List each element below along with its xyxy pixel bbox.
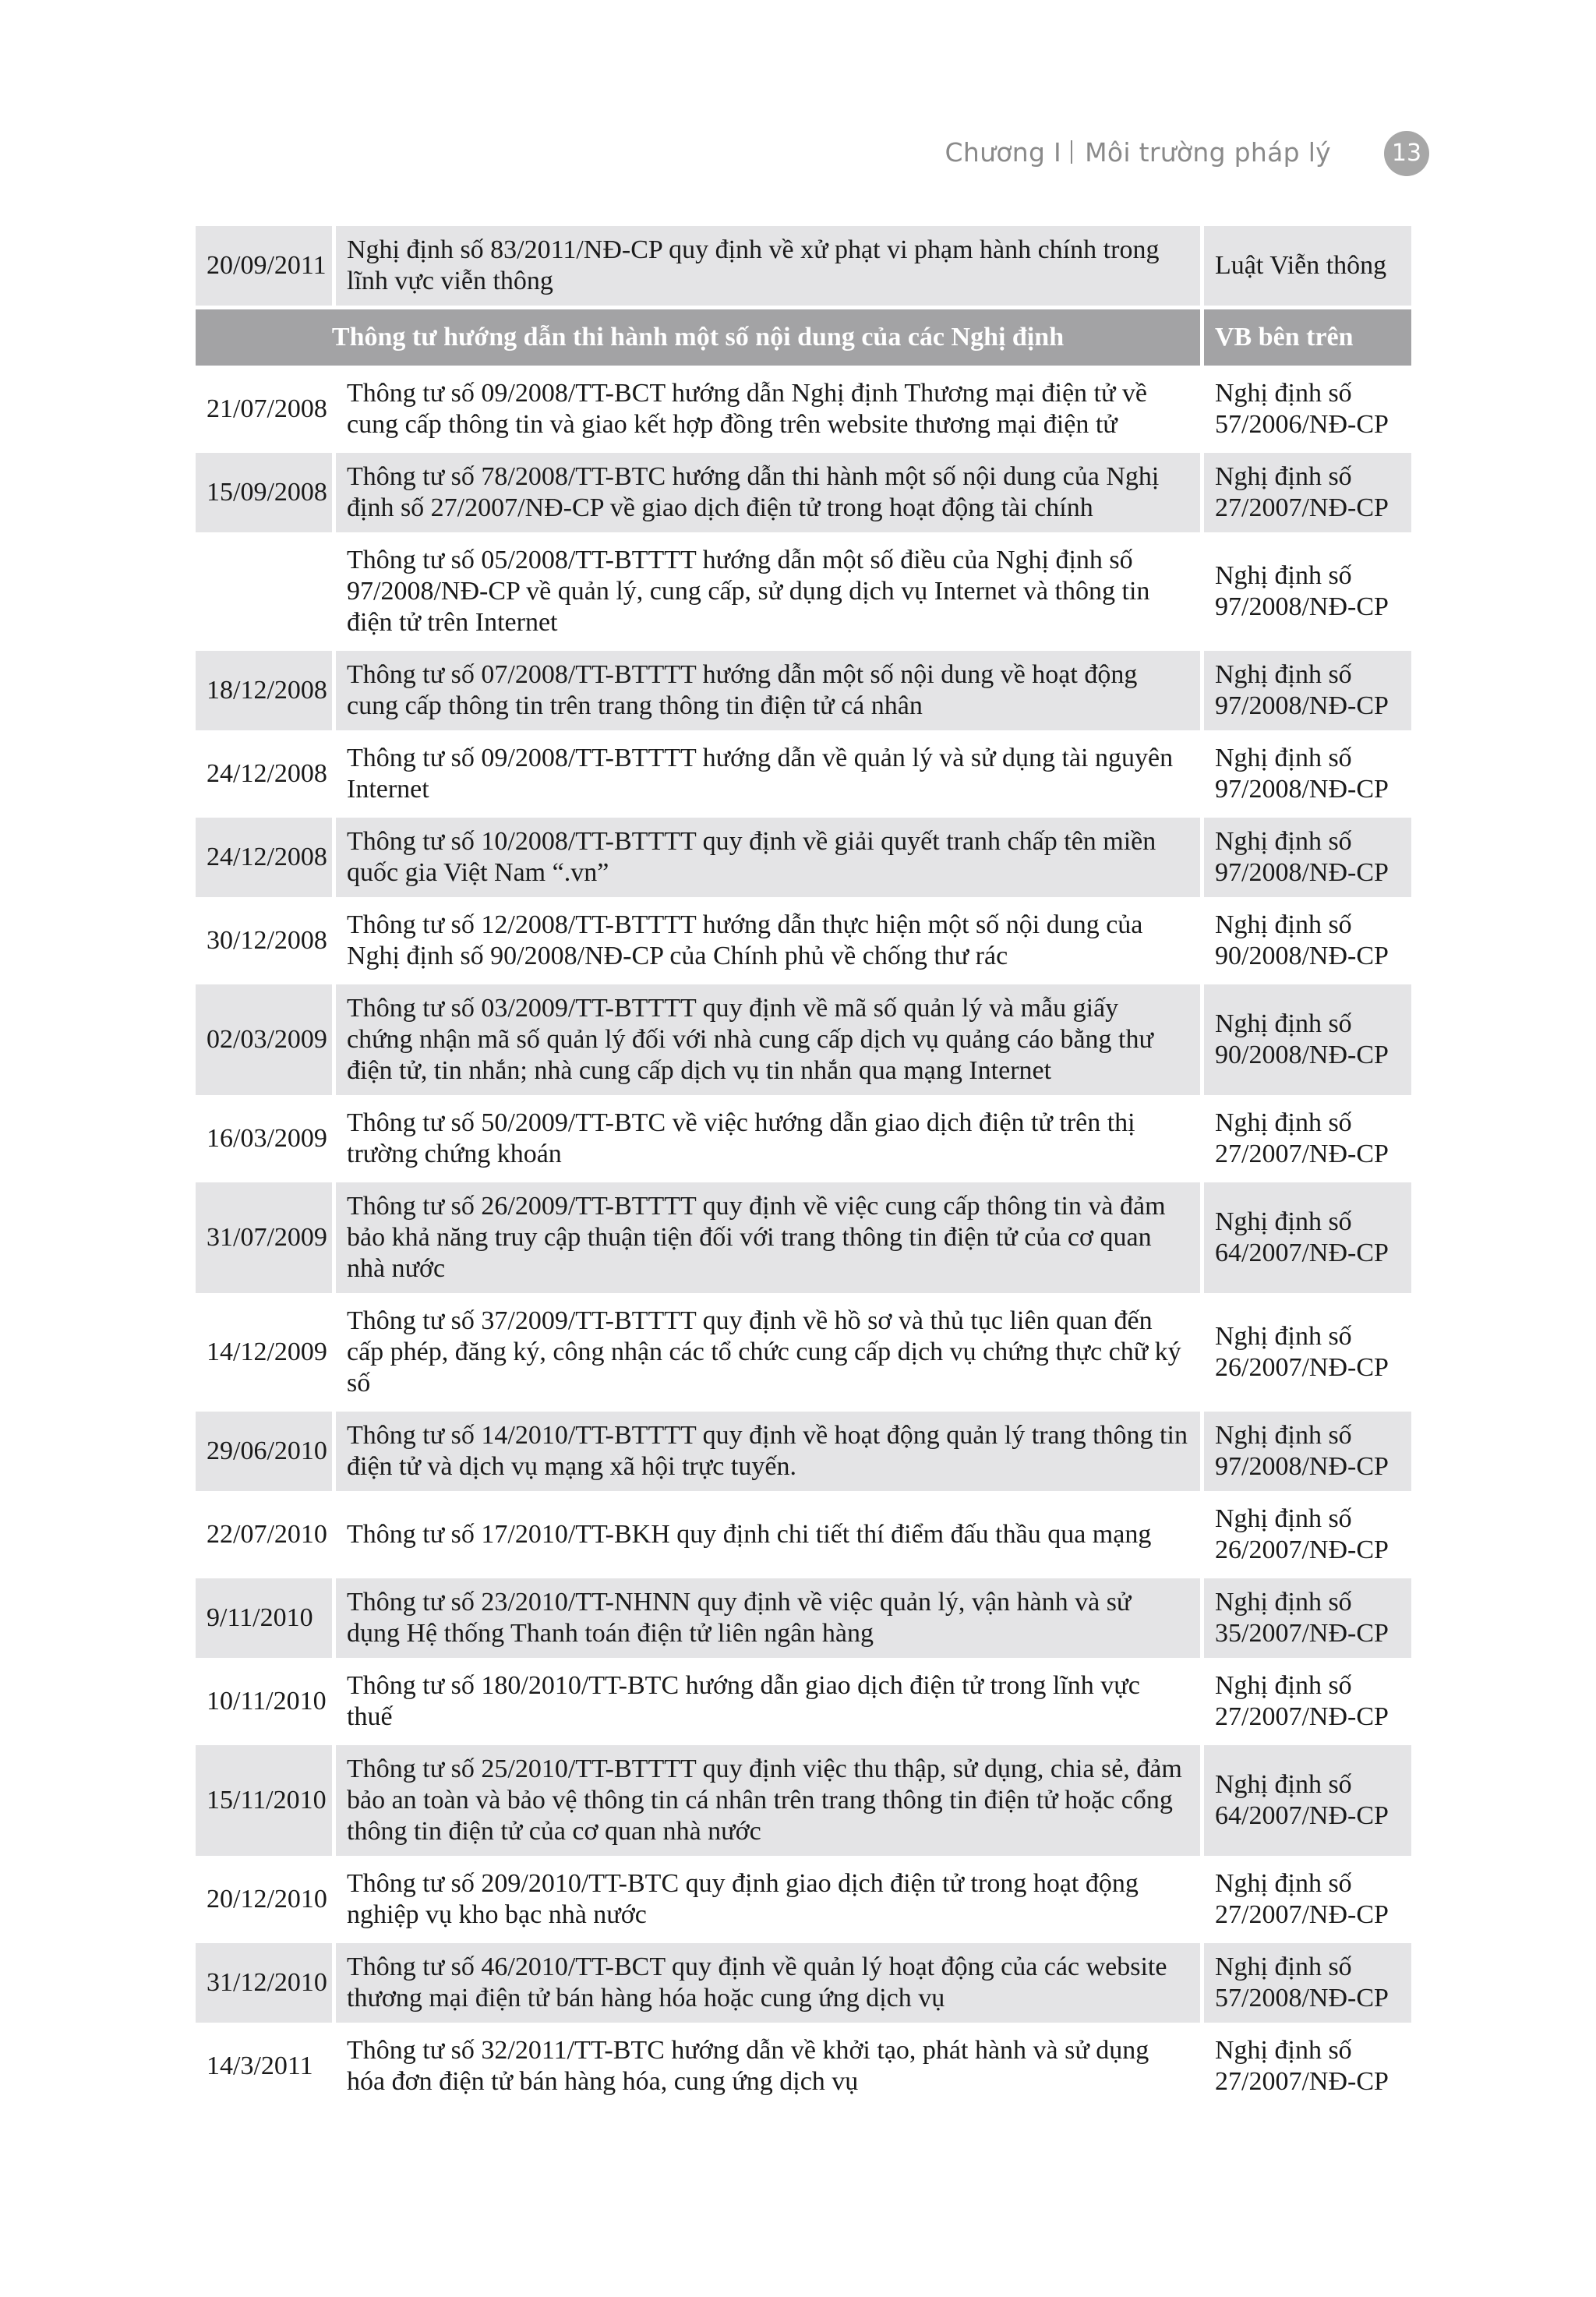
row-reference: Nghị định số 27/2007/NĐ-CP [1204, 2027, 1411, 2106]
table-row [196, 818, 1411, 897]
row-reference: Nghị định số 97/2008/NĐ-CP [1204, 536, 1411, 647]
legal-documents-table [196, 222, 1411, 2110]
table-row [196, 651, 1411, 730]
row-reference: Nghị định số 35/2007/NĐ-CP [1204, 1578, 1411, 1658]
row-title: Thông tư số 03/2009/TT-BTTTT quy định về mã số quản lý và mẫu giấy chứng nhận mã số quản lý đối với nhà cung cấp dịch vụ quảng cáo bằng thư điện tử, tin nhắn; nhà cung cấp dịch vụ tin nhắn qua mạng Internet [336, 984, 1204, 1095]
row-reference: Nghị định số 27/2007/NĐ-CP [1204, 1662, 1411, 1741]
section-header-row [196, 309, 1411, 366]
row-date: 18/12/2008 [196, 651, 336, 730]
row-title: Thông tư số 37/2009/TT-BTTTT quy định về hồ sơ và thủ tục liên quan đến cấp phép, đăng ký, công nhận các tổ chức cung cấp dịch vụ chứng thực chữ ký số [336, 1297, 1204, 1408]
row-title: Thông tư số 12/2008/TT-BTTTT hướng dẫn thực hiện một số nội dung của Nghị định số 90/2008/NĐ-CP của Chính phủ về chống thư rác [336, 901, 1204, 981]
row-date: 20/09/2011 [196, 226, 336, 306]
running-head [0, 131, 1596, 181]
table-row [196, 901, 1411, 981]
row-title: Nghị định số 83/2011/NĐ-CP quy định về xử phạt vi phạm hành chính trong lĩnh vực viễn thông [336, 226, 1204, 306]
row-reference: Nghị định số 27/2007/NĐ-CP [1204, 453, 1411, 532]
row-date: 21/07/2008 [196, 369, 336, 449]
table-row [196, 1745, 1411, 1856]
table-row [196, 984, 1411, 1095]
row-title: Thông tư số 23/2010/TT-NHNN quy định về việc quản lý, vận hành và sử dụng Hệ thống Thanh toán điện tử liên ngân hàng [336, 1578, 1204, 1658]
row-date: 20/12/2010 [196, 1860, 336, 1939]
row-reference: Nghị định số 27/2007/NĐ-CP [1204, 1099, 1411, 1179]
running-head-text [945, 137, 1331, 168]
table-row [196, 1860, 1411, 1939]
row-reference: Nghị định số 64/2007/NĐ-CP [1204, 1745, 1411, 1856]
row-date: 02/03/2009 [196, 984, 336, 1095]
row-title: Thông tư số 07/2008/TT-BTTTT hướng dẫn một số nội dung về hoạt động cung cấp thông tin trên trang thông tin điện tử cá nhân [336, 651, 1204, 730]
table-row [196, 536, 1411, 647]
row-reference: Nghị định số 90/2008/NĐ-CP [1204, 901, 1411, 981]
chapter-label: Chương I [945, 137, 1062, 168]
row-title: Thông tư số 46/2010/TT-BCT quy định về quản lý hoạt động của các website thương mại điện tử bán hàng hóa hoặc cung ứng dịch vụ [336, 1943, 1204, 2023]
row-title: Thông tư số 09/2008/TT-BCT hướng dẫn Nghị định Thương mại điện tử về cung cấp thông tin và giao kết hợp đồng trên website thương mại điện tử [336, 369, 1204, 449]
row-title: Thông tư số 25/2010/TT-BTTTT quy định việc thu thập, sử dụng, chia sẻ, đảm bảo an toàn và bảo vệ thông tin cá nhân trên trang thông tin điện tử hoặc cổng thông tin điện tử của cơ quan nhà nước [336, 1745, 1204, 1856]
row-title: Thông tư số 10/2008/TT-BTTTT quy định về giải quyết tranh chấp tên miền quốc gia Việt Nam “.vn” [336, 818, 1204, 897]
row-title: Thông tư số 26/2009/TT-BTTTT quy định về việc cung cấp thông tin và đảm bảo khả năng truy cập thuận tiện đối với trang thông tin điện tử của cơ quan nhà nước [336, 1182, 1204, 1293]
table-row [196, 734, 1411, 814]
table-row [196, 1943, 1411, 2023]
row-title: Thông tư số 180/2010/TT-BTC hướng dẫn giao dịch điện tử trong lĩnh vực thuế [336, 1662, 1204, 1741]
row-date: 10/11/2010 [196, 1662, 336, 1741]
row-date: 30/12/2008 [196, 901, 336, 981]
row-date: 24/12/2008 [196, 734, 336, 814]
table-row [196, 2027, 1411, 2106]
table-row [196, 1662, 1411, 1741]
table-body [196, 226, 1411, 2106]
row-date: 31/12/2010 [196, 1943, 336, 2023]
table-row [196, 1099, 1411, 1179]
row-reference: Nghị định số 90/2008/NĐ-CP [1204, 984, 1411, 1095]
row-reference: Nghị định số 57/2006/NĐ-CP [1204, 369, 1411, 449]
table-row [196, 1495, 1411, 1574]
row-title: Thông tư số 209/2010/TT-BTC quy định giao dịch điện tử trong hoạt động nghiệp vụ kho bạc nhà nước [336, 1860, 1204, 1939]
table-row [196, 453, 1411, 532]
row-title: Thông tư số 09/2008/TT-BTTTT hướng dẫn về quản lý và sử dụng tài nguyên Internet [336, 734, 1204, 814]
row-reference: Nghị định số 97/2008/NĐ-CP [1204, 818, 1411, 897]
page-number-badge: 13 [1384, 131, 1429, 176]
row-reference: Nghị định số 64/2007/NĐ-CP [1204, 1182, 1411, 1293]
section-label: Môi trường pháp lý [1085, 137, 1331, 168]
row-reference: Nghị định số 97/2008/NĐ-CP [1204, 734, 1411, 814]
row-date: 15/09/2008 [196, 453, 336, 532]
row-title: Thông tư số 78/2008/TT-BTC hướng dẫn thi hành một số nội dung của Nghị định số 27/2007/NĐ-CP về giao dịch điện tử trong hoạt động tài chính [336, 453, 1204, 532]
row-date: 31/07/2009 [196, 1182, 336, 1293]
row-title: Thông tư số 05/2008/TT-BTTTT hướng dẫn một số điều của Nghị định số 97/2008/NĐ-CP về quản lý, cung cấp, sử dụng dịch vụ Internet và thông tin điện tử trên Internet [336, 536, 1204, 647]
row-date: 16/03/2009 [196, 1099, 336, 1179]
section-header-title: Thông tư hướng dẫn thi hành một số nội dung của các Nghị định [196, 309, 1204, 366]
row-date: 15/11/2010 [196, 1745, 336, 1856]
table-row [196, 1578, 1411, 1658]
row-reference: Nghị định số 26/2007/NĐ-CP [1204, 1297, 1411, 1408]
table-row [196, 1297, 1411, 1408]
row-date: 29/06/2010 [196, 1412, 336, 1491]
row-title: Thông tư số 14/2010/TT-BTTTT quy định về hoạt động quản lý trang thông tin điện tử và dịch vụ mạng xã hội trực tuyến. [336, 1412, 1204, 1491]
table-row [196, 226, 1411, 306]
row-reference: Luật Viễn thông [1204, 226, 1411, 306]
row-date: 9/11/2010 [196, 1578, 336, 1658]
row-date: 24/12/2008 [196, 818, 336, 897]
row-reference: Nghị định số 97/2008/NĐ-CP [1204, 1412, 1411, 1491]
row-title: Thông tư số 17/2010/TT-BKH quy định chi tiết thí điểm đấu thầu qua mạng [336, 1495, 1204, 1574]
table-row [196, 369, 1411, 449]
row-reference: Nghị định số 97/2008/NĐ-CP [1204, 651, 1411, 730]
row-reference: Nghị định số 27/2007/NĐ-CP [1204, 1860, 1411, 1939]
row-date [196, 536, 336, 647]
section-header-ref-label: VB bên trên [1204, 309, 1411, 366]
row-date: 14/12/2009 [196, 1297, 336, 1408]
table-row [196, 1412, 1411, 1491]
row-title: Thông tư số 32/2011/TT-BTC hướng dẫn về khởi tạo, phát hành và sử dụng hóa đơn điện tử bán hàng hóa, cung ứng dịch vụ [336, 2027, 1204, 2106]
row-reference: Nghị định số 26/2007/NĐ-CP [1204, 1495, 1411, 1574]
table-row [196, 1182, 1411, 1293]
row-date: 14/3/2011 [196, 2027, 336, 2106]
row-title: Thông tư số 50/2009/TT-BTC về việc hướng dẫn giao dịch điện tử trên thị trường chứng khoán [336, 1099, 1204, 1179]
row-date: 22/07/2010 [196, 1495, 336, 1574]
header-separator [1071, 140, 1072, 164]
row-reference: Nghị định số 57/2008/NĐ-CP [1204, 1943, 1411, 2023]
